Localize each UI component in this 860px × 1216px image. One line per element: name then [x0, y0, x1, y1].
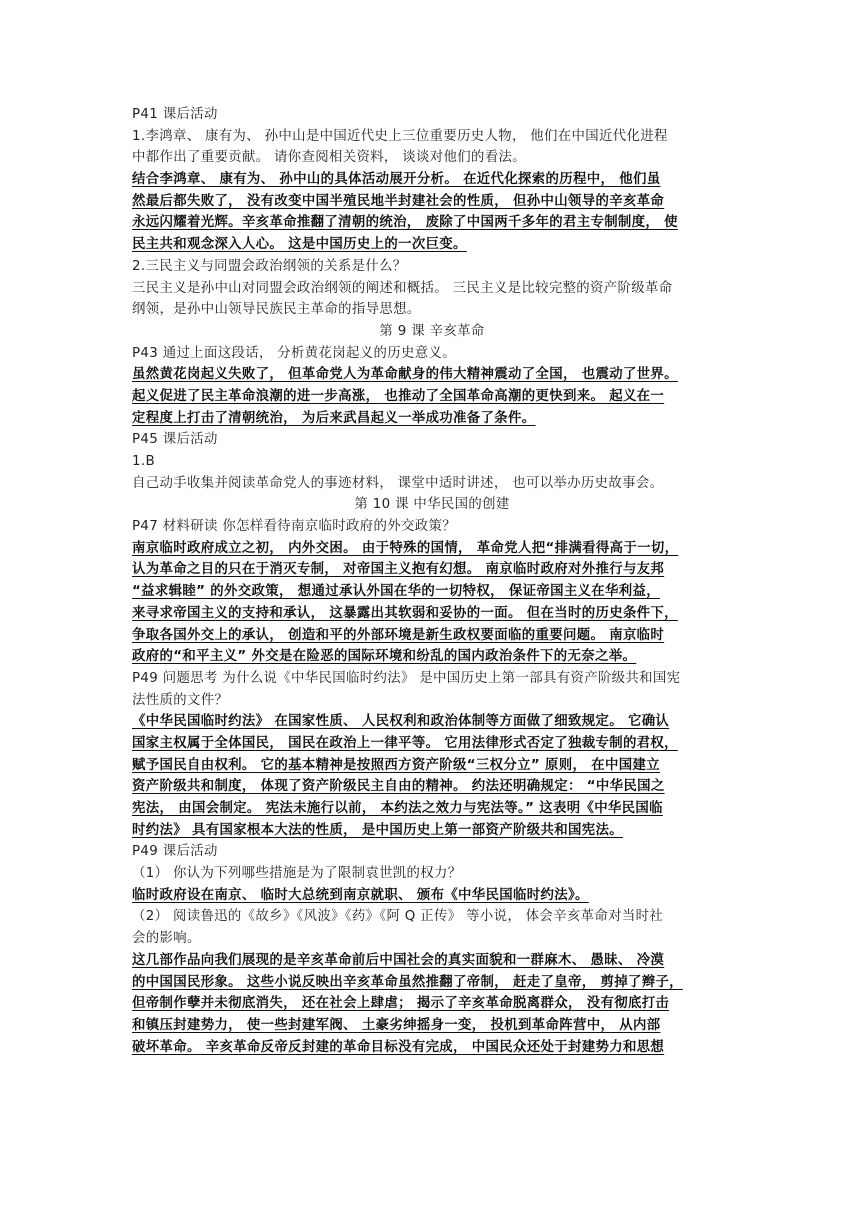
answer-line: 结合李鸿章、 康有为、 孙中山的具体活动展开分析。 在近代化探索的历程中， 他们虽: [132, 172, 661, 188]
text-line: 法性质的文件？: [132, 692, 229, 708]
answer-line: 时约法》 具有国家根本大法的性质， 是中国历史上第一部资产阶级共和国宪法。: [132, 822, 623, 838]
answer-line: 民主共和观念深入人心。 这是中国历史上的一次巨变。: [132, 237, 467, 253]
answer-line: 然最后都失败了， 没有改变中国半殖民地半封建社会的性质， 但孙中山领导的辛亥革命: [132, 193, 665, 209]
answer-line: 《中华民国临时约法》 在国家性质、 人民权利和政治体制等方面做了细致规定。 它确认: [132, 714, 670, 730]
answer-line: 争取各国外交上的承认， 创造和平的外部环境是新生政权要面临的重要问题。 南京临时: [132, 627, 665, 643]
answer-line: 但帝制作孽并未彻底消失， 还在社会上肆虐； 揭示了辛亥革命脱离群众， 没有彻底打击: [132, 996, 670, 1012]
answer-line: 国家主权属于全体国民， 国民在政治上一律平等。 它用法律形式否定了独裁专制的君权，: [132, 735, 678, 751]
document-page: [132, 104, 732, 1058]
lesson-heading: 第 9 课 辛亥革命: [379, 323, 485, 339]
text-line: （1） 你认为下列哪些措施是为了限制袁世凯的权力？: [132, 866, 462, 882]
answer-line: 临时政府设在南京、 临时大总统到南京就职、 颁布《中华民国临时约法》。: [132, 887, 589, 903]
text-line: P47 材料研读 你怎样看待南京临时政府的外交政策？: [132, 519, 456, 535]
answer-line: 南京临时政府成立之初， 内外交困。 由于特殊的国情， 革命党人把“排满看得高于一切，: [132, 540, 679, 556]
text-line: P43 通过上面这段话， 分析黄花岗起义的历史意义。: [132, 345, 456, 361]
text-line: 会的影响。: [132, 931, 201, 947]
answer-line: 资产阶级共和制度， 体现了资产阶级民主自由的精神。 约法还明确规定： “中华民国之: [132, 779, 665, 795]
text-line: P41 课后活动: [132, 107, 218, 122]
text-line: 1.李鸿章、 康有为、 孙中山是中国近代史上三位重要历史人物， 他们在中国近代化进程: [132, 128, 668, 144]
text-line: P49 问题思考 为什么说《中华民国临时约法》 是中国历史上第一部具有资产阶级共和国宪: [132, 670, 681, 686]
answer-line: 这几部作品向我们展现的是辛亥革命前后中国社会的真实面貌和一群麻木、 愚昧、 冷漠: [132, 952, 665, 968]
answer-line: 赋予国民自由权利。 它的基本精神是按照西方资产阶级“三权分立” 原则， 在中国建立: [132, 757, 660, 773]
text-line: 三民主义是孙中山对同盟会政治纲领的阐述和概括。 三民主义是比较完整的资产阶级革命: [132, 280, 673, 296]
text-line: （2） 阅读鲁迅的《故乡》《风波》《药》《阿 Q 正传》 等小说， 体会辛亥革命对当时社: [132, 909, 664, 925]
answer-line: “益求辑睦” 的外交政策， 想通过承认外国在华的一切特权， 保证帝国主义在华利益，: [132, 584, 660, 600]
answer-line: 永远闪耀着光辉。辛亥革命推翻了清朝的统治， 废除了中国两千多年的君主专制制度， 使: [132, 215, 678, 231]
answer-line: 来寻求帝国主义的支持和承认， 这暴露出其软弱和妥协的一面。 但在当时的历史条件下，: [132, 605, 678, 621]
answer-line: 宪法， 由国会制定。 宪法未施行以前， 本约法之效力与宪法等。” 这表明《中华民国临: [132, 801, 663, 816]
text-line: P49 课后活动: [132, 844, 218, 860]
answer-line: 的中国国民形象。 这些小说反映出辛亥革命虽然推翻了帝制， 赶走了皇帝， 剪掉了辫子，: [132, 974, 683, 990]
text-line: 1.B: [132, 454, 156, 469]
answer-line: 虽然黄花岗起义失败了， 但革命党人为革命献身的伟大精神震动了全国， 也震动了世界。: [132, 367, 678, 383]
text-line: 纲领，是孙中山领导民族民主革命的指导思想。: [132, 302, 421, 318]
answer-line: 破坏革命。 辛亥革命反帝反封建的革命目标没有完成， 中国民众还处于封建势力和思想: [132, 1039, 665, 1055]
answer-line: 起义促进了民主革命浪潮的进一步高涨， 也推动了全国革命高潮的更快到来。 起义在一: [132, 388, 665, 404]
lesson-heading: 第 10 课 中华民国的创建: [354, 497, 510, 513]
text-line: 自己动手收集并阅读革命党人的事迹材料， 课堂中适时讲述， 也可以举办历史故事会。: [132, 475, 664, 491]
text-line: 中都作出了重要贡献。 请你查阅相关资料， 谈谈对他们的看法。: [132, 150, 526, 166]
text-line: 2.三民主义与同盟会政治纲领的关系是什么？: [132, 258, 407, 274]
answer-line: 认为革命之目的只在于消灭专制， 对帝国主义抱有幻想。 南京临时政府对外推行与友邦: [132, 562, 665, 578]
text-line: P45 课后活动: [132, 432, 218, 448]
answer-line: 定程度上打击了清朝统治， 为后来武昌起义一举成功准备了条件。: [132, 410, 536, 426]
answer-line: 政府的“和平主义” 外交是在险恶的国际环境和纷乱的国内政治条件下的无奈之举。: [132, 649, 637, 665]
answer-line: 和镇压封建势力， 使一些封建军阀、 土豪劣绅摇身一变， 投机到革命阵营中， 从内部: [132, 1017, 661, 1033]
